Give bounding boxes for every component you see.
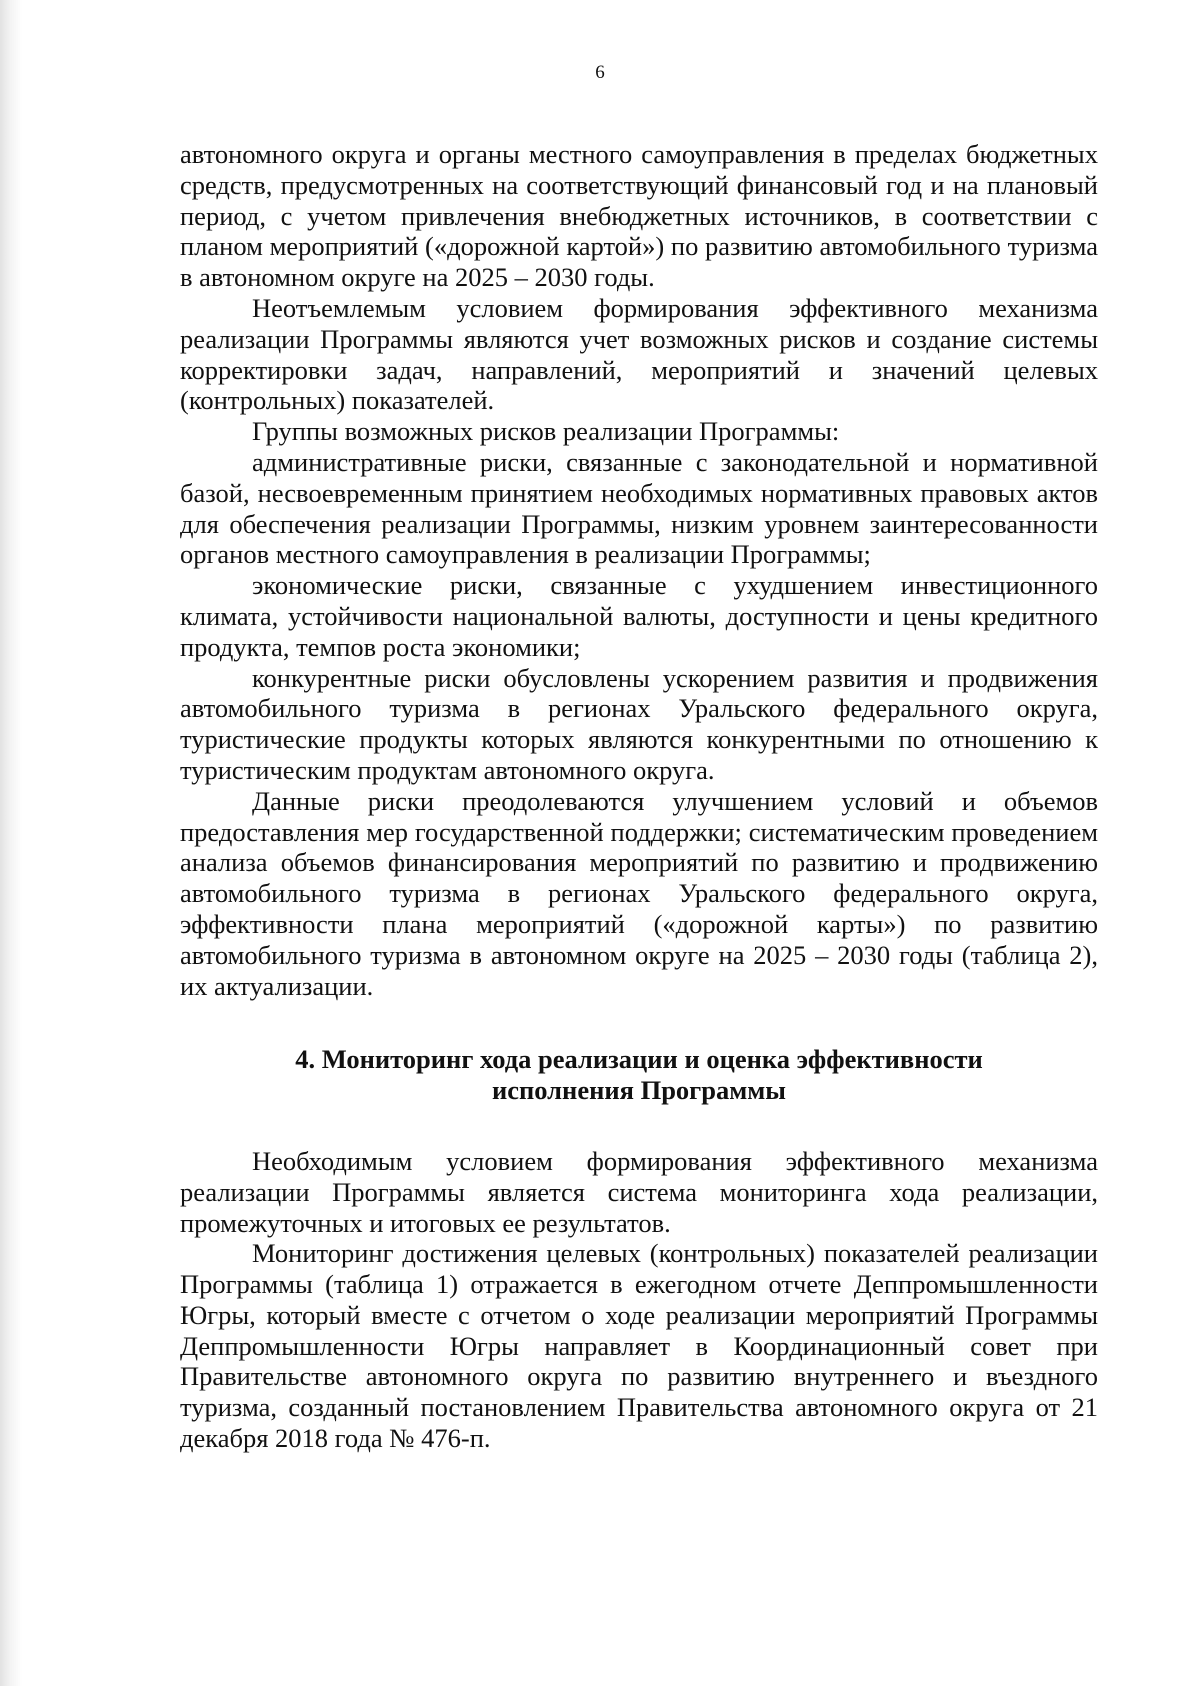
paragraph-risk-groups-intro: Группы возможных рисков реализации Программы: (252, 416, 840, 447)
paragraph-risk-mitigation: Данные риски преодолеваются улучшением условий и объемов предоставления мер государственной поддержки; систематическим проведением анализа объемов финансирования мероприятий по развитию и продвижению автомобильного туризма в регионах Уральского федерального округа, эффективности плана мероприятий («дорожной карты») по развитию автомобильного туризма в автономном округе на 2025 – 2030 годы (таблица 2), их актуализации. (180, 785, 1098, 1001)
paragraph-funding-continuation: автономного округа и органы местного самоуправления в пределах бюджетных средств, предусмотренных на соответствующий финансовый год и на плановый период, с учетом привлечения внебюджетных источников, в соответствии с планом мероприятий («дорожной картой») по развитию автомобильного туризма в автономном округе на 2025 – 2030 годы. (180, 139, 1098, 293)
paragraph-administrative-risks: административные риски, связанные с законодательной и нормативной базой, несвоевременным принятием необходимых нормативных правовых актов для обеспечения реализации Программы, низким уровнем заинтересованности органов местного самоуправления в реализации Программы; (180, 446, 1098, 570)
paragraph-competitive-risks: конкурентные риски обусловлены ускорением развития и продвижения автомобильного туризма в регионах Уральского федерального округа, туристические продукты которых являются конкурентными по отношению к туристическим продуктам автономного округа. (180, 662, 1098, 785)
paragraph-monitoring-report: Мониторинг достижения целевых (контрольных) показателей реализации Программы (таблица 1) отражается в ежегодном отчете Деппромышленности Югры, который вместе с отчетом о ходе реализации мероприятий Программы Деппромышленности Югры направляет в Координационный совет при Правительстве автономного округа по развитию внутреннего и въездного туризма, созданный постановлением Правительства автономного округа от 21 декабря 2018 года № 476-п. (180, 1238, 1098, 1454)
section-heading-line-2: исполнения Программы (491, 1075, 786, 1106)
paragraph-risk-condition: Неотъемлемым условием формирования эффективного механизма реализации Программы являются учет возможных рисков и создание системы корректировки задач, направлений, мероприятий и значений целевых (контрольных) показателей. (180, 292, 1098, 416)
scan-edge-shadow (0, 0, 22, 1686)
section-heading-line-1: 4. Мониторинг хода реализации и оценка эффективности (295, 1044, 983, 1075)
page-number: 6 (595, 62, 605, 83)
document-body (180, 139, 1098, 1454)
paragraph-monitoring-condition: Необходимым условием формирования эффективного механизма реализации Программы является система мониторинга хода реализации, промежуточных и итоговых ее результатов. (180, 1145, 1098, 1238)
paragraph-economic-risks: экономические риски, связанные с ухудшением инвестиционного климата, устойчивости национальной валюты, доступности и цены кредитного продукта, темпов роста экономики; (180, 570, 1098, 662)
section-heading (180, 1044, 1098, 1106)
